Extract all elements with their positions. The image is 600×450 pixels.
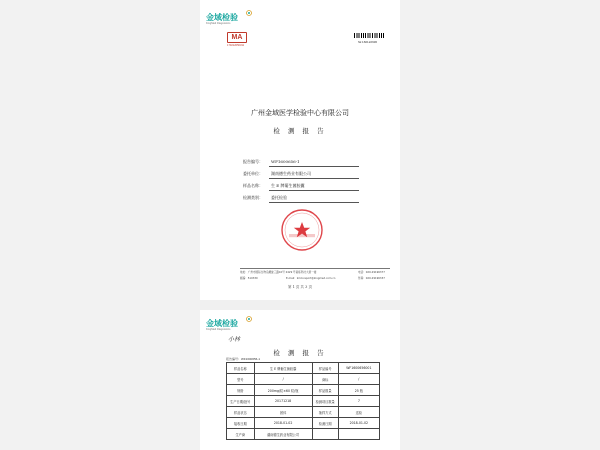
- logo-text: 金域检验: [206, 319, 238, 328]
- field-value-client: 湖南德生药业有限公司: [271, 171, 311, 176]
- page-gap: [200, 300, 400, 310]
- table-row: [227, 418, 380, 429]
- underline: [269, 190, 359, 191]
- report-title: 检 测 报 告: [273, 127, 327, 135]
- report-cover-page: [200, 0, 400, 300]
- left-background: [0, 0, 200, 450]
- footer-address: 地址：广州市国际生物岛螺旋三路10号 2429 号南栋科技大厦一楼: [240, 271, 317, 274]
- table-cell: /: [254, 374, 312, 385]
- barcode: [354, 33, 384, 38]
- footer-phone: 电话：020-29196377: [358, 271, 385, 274]
- table-cell: 商标: [312, 374, 338, 385]
- table-row: [227, 396, 380, 407]
- seal-icon: [280, 208, 324, 252]
- table-cell: 检测项目数量: [312, 396, 338, 407]
- table-cell: 7: [338, 396, 379, 407]
- table-cell: 生产日期/批号: [227, 396, 255, 407]
- footer-email: E-mail：kmd-report@kingmed.com.cn: [286, 277, 336, 280]
- field-label-report-no: 报告编号：: [243, 159, 263, 164]
- logo-text: 金域检验: [206, 13, 238, 22]
- footer-fax: 传真：020-29196337: [358, 277, 385, 280]
- cma-number: 170212050311: [227, 44, 245, 47]
- cma-mark: MA: [227, 32, 247, 43]
- kingmed-logo: [206, 314, 256, 333]
- table-cell: 型号: [227, 374, 255, 385]
- table-cell: 送检: [338, 407, 379, 418]
- underline: [269, 202, 359, 203]
- field-label-sample: 样品名称：: [243, 183, 263, 188]
- table-cell: 接收日期: [227, 418, 255, 429]
- field-value-report-no: WF1600656-1: [271, 159, 300, 164]
- table-cell: 200mg/粒×60 粒/瓶: [254, 385, 312, 396]
- table-cell: 抽样方式: [312, 407, 338, 418]
- report-serial: №:160122936: [358, 40, 378, 44]
- official-seal: [280, 208, 324, 256]
- kingmed-logo: [206, 8, 256, 27]
- table-row: [227, 363, 380, 374]
- underline: [269, 178, 359, 179]
- signature: 小林: [228, 336, 241, 343]
- table-cell: 样品名称: [227, 363, 255, 374]
- sample-info-table: [226, 362, 380, 440]
- table-cell: 20171218: [254, 396, 312, 407]
- table-cell: 固体: [254, 407, 312, 418]
- table-cell: [338, 429, 379, 440]
- table-cell: [312, 429, 338, 440]
- page-number: 第 1 页 共 3 页: [287, 285, 313, 289]
- report-title: 检 测 报 告: [273, 349, 327, 357]
- field-value-sample: 生 E 牌葡生菌胶囊: [271, 183, 305, 188]
- table-cell: 规格: [227, 385, 255, 396]
- table-cell: 样品数量: [312, 385, 338, 396]
- logo-english: KingMed Diagnostics: [206, 22, 231, 25]
- table-cell: 2018-01-02: [254, 418, 312, 429]
- table-cell: 样品编号: [312, 363, 338, 374]
- field-label-client: 委托单位：: [243, 171, 263, 176]
- report-number: 报告编号：WF1600656-1: [226, 357, 261, 361]
- field-label-category: 检测类别：: [243, 195, 263, 200]
- table-cell: 检测日期: [312, 418, 338, 429]
- table-cell: 湖南德生药业有限公司: [254, 429, 312, 440]
- right-background: [400, 0, 600, 450]
- table-cell: /: [338, 374, 379, 385]
- table-row: [227, 374, 380, 385]
- report-detail-page: [200, 310, 400, 450]
- table-cell: 生 E 牌葡生菌胶囊: [254, 363, 312, 374]
- table-cell: 2018-01-02: [338, 418, 379, 429]
- field-value-category: 委托检验: [271, 195, 287, 200]
- underline: [269, 166, 359, 167]
- footer-divider: [240, 268, 390, 269]
- company-name: 广州金域医学检验中心有限公司: [251, 109, 349, 117]
- table-cell: 生产商: [227, 429, 255, 440]
- table-cell: 25 瓶: [338, 385, 379, 396]
- table-row: [227, 407, 380, 418]
- table-row: [227, 429, 380, 440]
- table-row: [227, 385, 380, 396]
- footer-postcode: 邮编：510330: [240, 277, 258, 280]
- table-cell: WF1600656001: [338, 363, 379, 374]
- logo-english: KingMed Diagnostics: [206, 328, 231, 331]
- table-cell: 样品状态: [227, 407, 255, 418]
